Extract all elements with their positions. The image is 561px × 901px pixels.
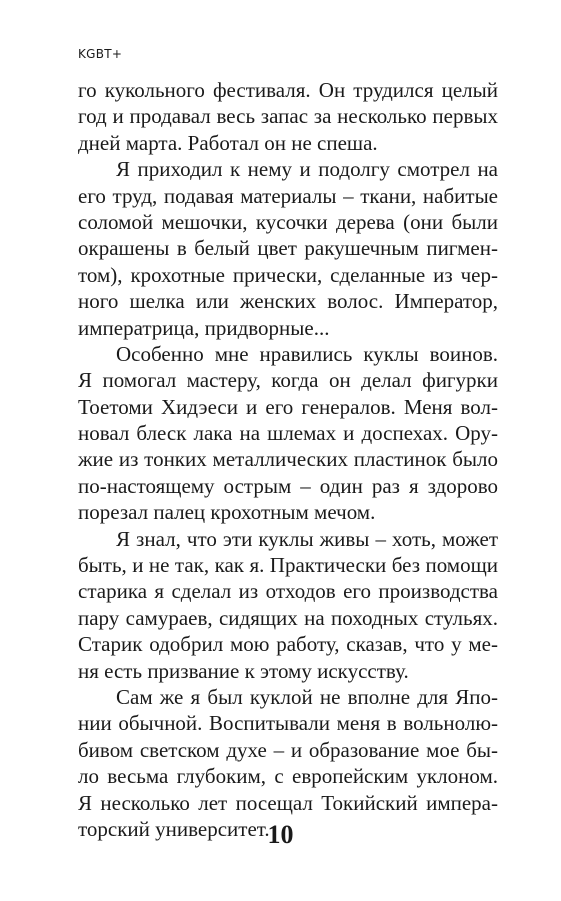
paragraph (78, 156, 498, 341)
text-line: быть, и не так, как я. Практически без помощи (78, 553, 498, 578)
text-line: торский университет. (78, 816, 270, 841)
text-line: жие из тонких металлических пластинок было (78, 447, 498, 472)
text-line: Старик одобрил мою работу, сказав, что у ме- (78, 632, 498, 657)
text-line: Особенно мне нравились куклы воинов. (116, 341, 498, 366)
text-line: нии обычной. Воспитывали меня в вольнолю- (78, 711, 498, 736)
text-line: соломой мешочки, кусочки дерева (они были (78, 209, 498, 234)
text-line: по-настоящему острым – один раз я здорово (78, 473, 498, 498)
text-line: окрашены в белый цвет ракушечным пигмен- (78, 236, 498, 261)
text-line: ло весьма глубоким, с европейским уклоном. (78, 764, 498, 789)
text-line: Тоетоми Хидэеси и его генералов. Меня вол- (78, 394, 498, 419)
text-line: Сам же я был куклой не вполне для Япо- (116, 684, 498, 709)
text-line: новал блеск лака на шлемах и доспехах. Ору- (78, 421, 498, 446)
paragraph (78, 77, 498, 156)
text-line: Я несколько лет посещал Токийский импера- (78, 790, 498, 815)
text-line: Я помогал мастеру, когда он делал фигурки (78, 368, 498, 393)
paragraph (78, 526, 498, 684)
page-number: 10 (267, 820, 294, 849)
text-line: Я приходил к нему и подолгу смотрел на (116, 157, 498, 182)
text-line: пару самураев, сидящих на походных стульях. (78, 605, 498, 630)
text-line: том), крохотные прически, сделанные из чер- (78, 262, 498, 287)
text-line: ня есть призвание к этому искусству. (78, 658, 409, 683)
text-line: императрица, придворные... (78, 315, 330, 340)
text-line: старика я сделал из отходов его производства (78, 579, 498, 604)
running-head: KGBT+ (78, 47, 123, 61)
text-line: ного шелка или женских волос. Император, (78, 289, 498, 314)
paragraph (78, 341, 498, 526)
text-line: дней марта. Работал он не спеша. (78, 130, 378, 155)
text-line: год и продавал весь запас за несколько первых (78, 104, 498, 129)
text-line: его труд, подавая материалы – ткани, набитые (78, 183, 498, 208)
text-line: го кукольного фестиваля. Он трудился целый (78, 78, 498, 102)
text-line: Я знал, что эти куклы живы – хоть, может (116, 526, 498, 551)
text-line: порезал палец крохотным мечом. (78, 500, 376, 525)
paragraph (78, 684, 498, 842)
text-line: бивом светском духе – и образование мое бы- (78, 737, 498, 762)
body-text (78, 77, 498, 842)
